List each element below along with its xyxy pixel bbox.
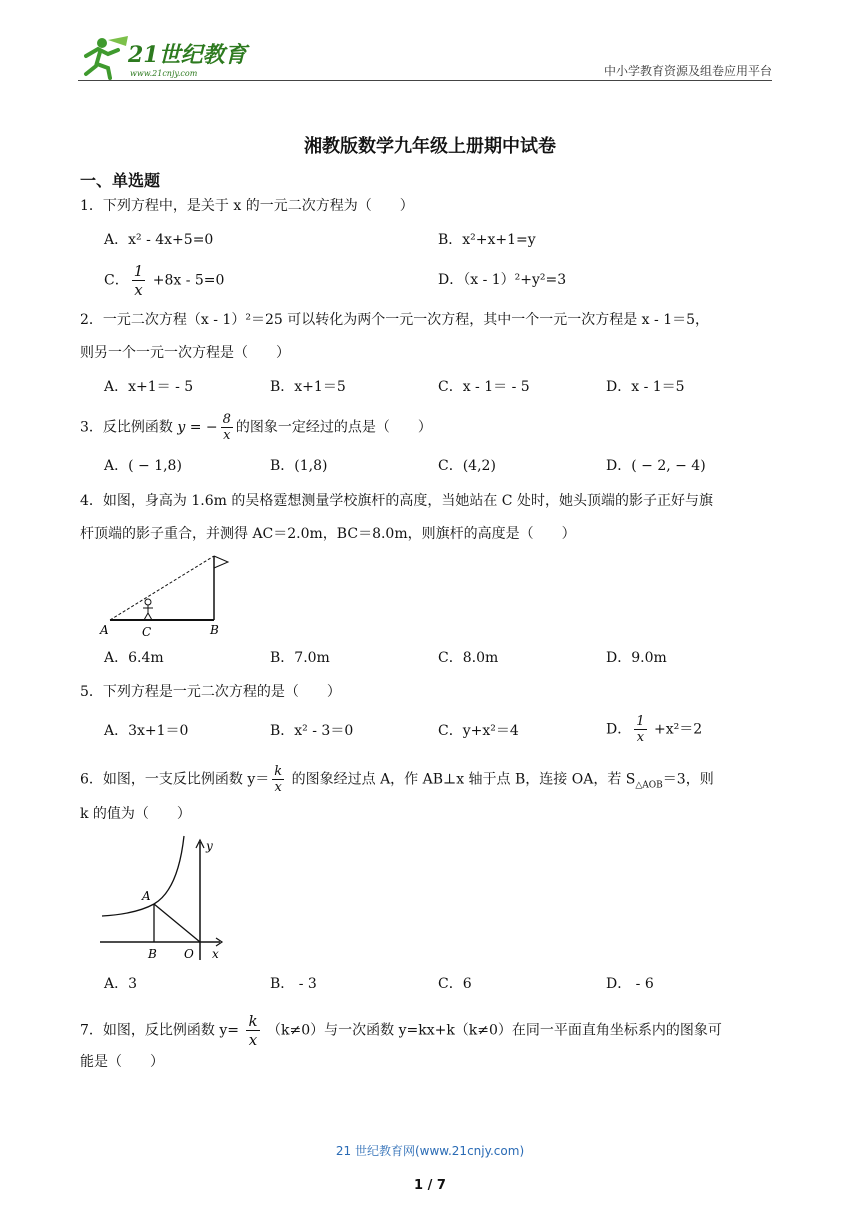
question-6-stem-line2: k 的值为（ ） — [80, 806, 191, 822]
q3-option-b: B．(1,8) — [270, 458, 328, 474]
question-4-stem-line2: 杆顶端的影子重合，并测得 AC＝2.0m，BC＝8.0m，则旗杆的高度是（ ） — [80, 526, 576, 542]
fig4-label-c: C — [142, 625, 152, 639]
q6-option-a: A．3 — [104, 976, 138, 992]
q3-stem-suffix: 的图象一定经过的点是（ ） — [235, 419, 432, 436]
q5-option-b: B．x² - 3＝0 — [270, 723, 354, 739]
q2-option-a: A．x+1＝ - 5 — [104, 379, 194, 395]
q5-option-c: C．y+x²＝4 — [438, 723, 519, 739]
logo-text: 21世纪教育 — [128, 42, 247, 68]
fig4-label-a: A — [100, 623, 109, 637]
q5-option-a: A．3x+1＝0 — [104, 723, 189, 739]
q7-denominator: x — [248, 1031, 258, 1049]
fig6-label-o: O — [184, 947, 194, 961]
q5-option-d-prefix: D． — [606, 721, 632, 738]
q7-numerator: k — [248, 1012, 258, 1030]
q6-stem-mid: 的图象经过点 A，作 AB⊥x 轴于点 B，连接 OA，若 S — [287, 771, 636, 788]
q1-option-c-fraction — [132, 262, 146, 299]
q3-option-c: C．(4,2) — [438, 458, 496, 474]
q1-c-numerator: 1 — [133, 262, 144, 280]
q4-option-a: A．6.4m — [104, 650, 164, 666]
q6-stem-suffix: ＝3，则 — [662, 771, 714, 788]
q5-d-denominator: x — [636, 730, 645, 745]
q5-option-d — [606, 714, 702, 745]
q2-option-b: B．x+1＝5 — [270, 379, 346, 395]
page-number: 1 / 7 — [414, 1178, 446, 1193]
question-7-stem-line1 — [80, 1012, 780, 1049]
q3-denominator: x — [223, 428, 231, 443]
running-man-logo-icon — [78, 34, 258, 80]
site-logo — [78, 34, 258, 80]
q3-stem-prefix: 3．反比例函数 — [80, 419, 178, 436]
q7-stem-prefix: 7．如图，反比例函数 y= — [80, 1022, 244, 1039]
fig6-label-x: x — [212, 947, 219, 961]
header-divider — [78, 80, 772, 81]
q6-stem-subscript: △AOB — [635, 780, 663, 791]
question-4-stem-line1: 4．如图，身高为 1.6m 的吴格霆想测量学校旗杆的高度，当她站在 C 处时，她头顶端的影子正好与旗 — [80, 493, 713, 509]
q3-function: y = − — [177, 419, 218, 436]
fig6-label-y: y — [206, 839, 213, 853]
q1-option-b: B．x²+x+1=y — [438, 232, 536, 248]
q5-option-d-suffix: +x²＝2 — [649, 721, 703, 738]
q5-option-d-fraction — [634, 714, 646, 745]
q3-fraction — [221, 412, 233, 443]
inverse-function-graph-figure — [96, 834, 226, 964]
q2-option-d: D．x - 1＝5 — [606, 379, 685, 395]
q6-fraction — [272, 764, 284, 795]
q3-option-a: A．( − 1,8) — [104, 458, 182, 474]
question-5-stem: 5．下列方程是一元二次方程的是（ ） — [80, 684, 341, 700]
footer-site-link[interactable]: 21 世纪教育网(www.21cnjy.com) — [335, 1144, 525, 1158]
q6-option-d: D． - 6 — [606, 976, 654, 992]
q1-option-d: D．（x - 1）²+y²=3 — [438, 272, 567, 288]
q1-option-c — [104, 262, 224, 299]
q3-option-d: D．( − 2, − 4) — [606, 458, 706, 474]
question-2-stem-line1: 2．一元二次方程（x - 1）²＝25 可以转化为两个一元一次方程，其中一个一元一次方程是 x - 1＝5， — [80, 312, 710, 328]
question-3-stem — [80, 412, 780, 443]
q5-d-numerator: 1 — [636, 714, 645, 729]
question-6-stem-line1 — [80, 764, 780, 795]
q4-option-d: D．9.0m — [606, 650, 667, 666]
q7-fraction — [246, 1012, 259, 1049]
question-1-stem: 1．下列方程中，是关于 x 的一元二次方程为（ ） — [80, 198, 414, 214]
q6-option-b: B． - 3 — [270, 976, 317, 992]
fig6-label-a: A — [142, 889, 151, 903]
section-heading: 一、单选题 — [80, 171, 161, 190]
q1-option-a: A．x² - 4x+5=0 — [104, 232, 214, 248]
flagpole-shadow-figure — [96, 550, 236, 640]
question-2-stem-line2: 则另一个一元一次方程是（ ） — [80, 345, 290, 361]
fig4-label-b: B — [210, 623, 219, 637]
fig6-label-b: B — [148, 947, 157, 961]
q3-numerator: 8 — [222, 412, 231, 427]
page-title: 湘教版数学九年级上册期中试卷 — [304, 136, 556, 157]
question-7-stem-line2: 能是（ ） — [80, 1054, 164, 1070]
q6-stem-prefix: 6．如图，一支反比例函数 y＝ — [80, 771, 270, 788]
q2-option-c: C．x - 1＝ - 5 — [438, 379, 530, 395]
q4-option-b: B．7.0m — [270, 650, 330, 666]
q1-option-c-prefix: C． — [104, 272, 129, 289]
logo-url-text: www.21cnjy.com — [130, 69, 198, 78]
q6-numerator: k — [274, 764, 283, 779]
q4-option-c: C．8.0m — [438, 650, 499, 666]
q1-option-c-suffix: +8x - 5=0 — [148, 272, 225, 289]
q6-denominator: x — [274, 780, 282, 795]
header-platform-text: 中小学教育资源及组卷应用平台 — [603, 64, 772, 78]
q1-c-denominator: x — [134, 281, 143, 299]
q6-option-c: C．6 — [438, 976, 472, 992]
q7-stem-suffix: （k≠0）与一次函数 y=kx+k（k≠0）在同一平面直角坐标系内的图象可 — [262, 1022, 722, 1039]
